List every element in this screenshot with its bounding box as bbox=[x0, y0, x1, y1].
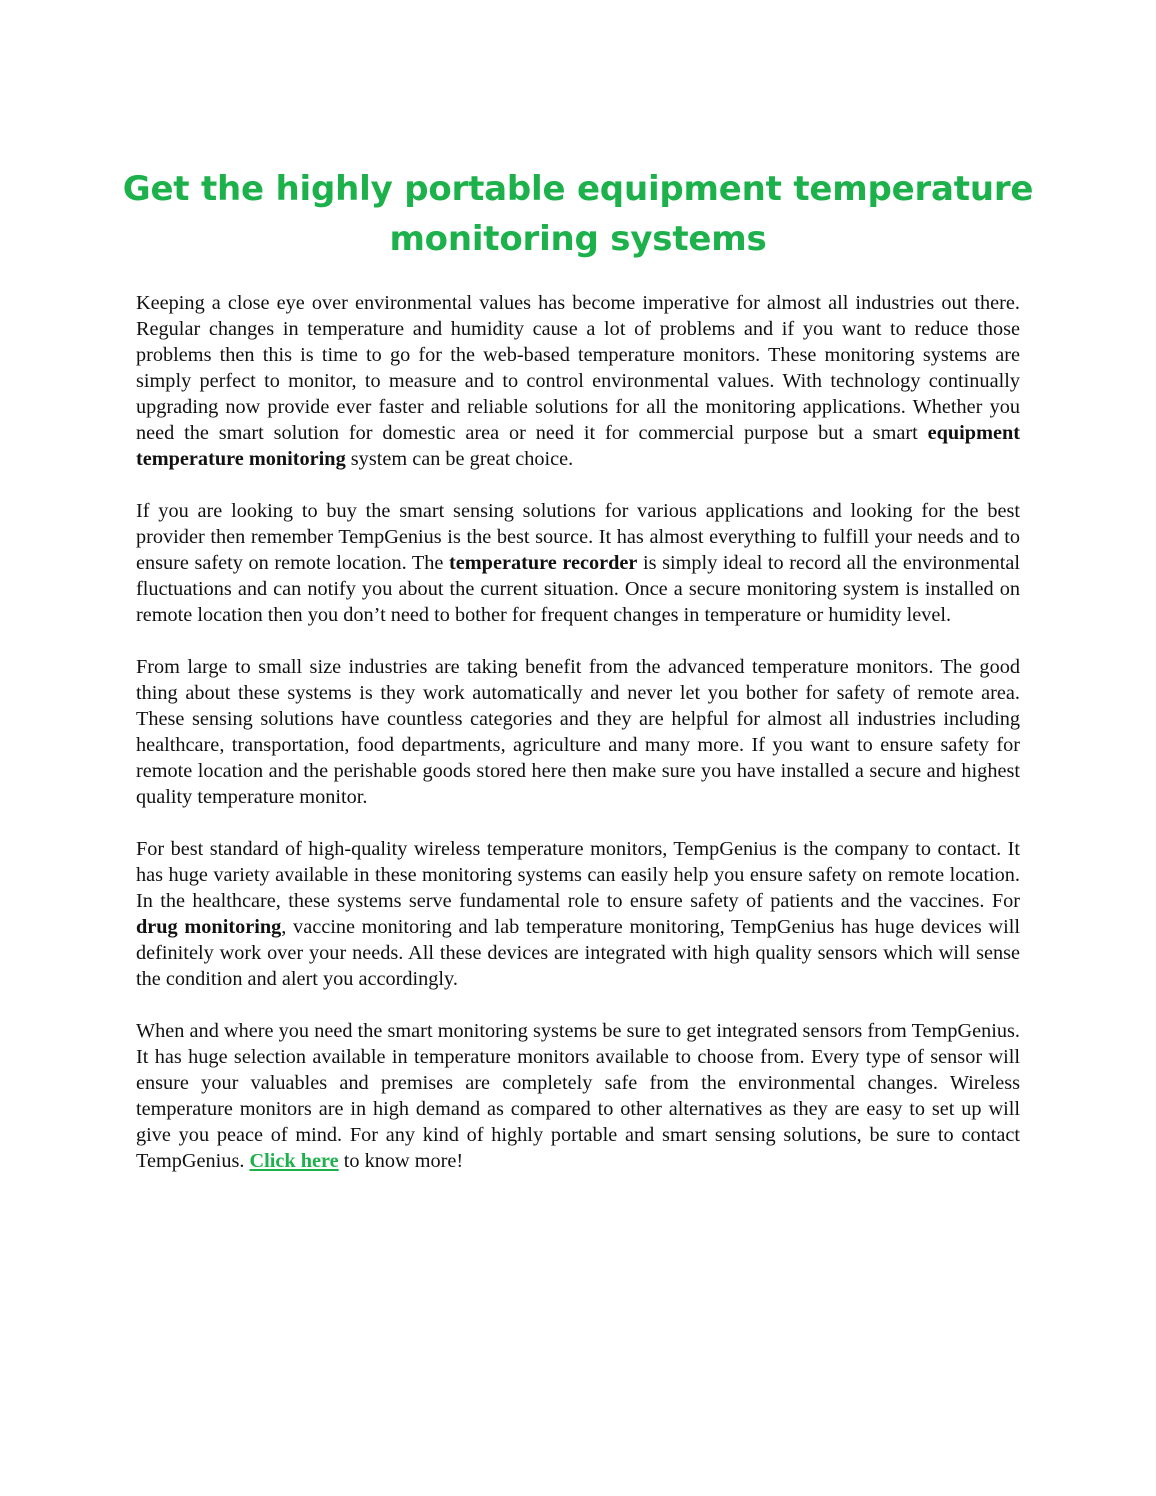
paragraph-5 bbox=[136, 1018, 1020, 1174]
paragraph-text: When and where you need the smart monitoring systems be sure to get integrated sensors from TempGenius. It has huge selection available in temperature monitors available to choose from. Every type of sensor will ensure your valuables and premises are completely safe from the environmental changes. Wireless temperature monitors are in high demand as compared to other alternatives as they are easy to set up will give you peace of mind. For any kind of highly portable and smart sensing solutions, be sure to contact TempGenius. bbox=[136, 1020, 1020, 1172]
document-body bbox=[136, 290, 1020, 1200]
paragraph-text: system can be great choice. bbox=[345, 448, 574, 470]
paragraph-4 bbox=[136, 836, 1020, 992]
paragraph-text: If you are looking to buy the smart sensing solutions for various applications and looking for the best provider then remember TempGenius is the best source. It has almost everything to fulfill your needs and to ensure safety on remote location. The bbox=[136, 500, 1020, 574]
bold-keyword: temperature recorder bbox=[449, 552, 638, 574]
paragraph-3 bbox=[136, 654, 1020, 810]
paragraph-2 bbox=[136, 498, 1020, 628]
bold-keyword: equipment temperature monitoring bbox=[136, 422, 1020, 470]
bold-keyword: drug monitoring bbox=[136, 916, 282, 938]
paragraph-text: For best standard of high-quality wireless temperature monitors, TempGenius is the company to contact. It has huge variety available in these monitoring systems can easily help you ensure safety on remote location. In the healthcare, these systems serve fundamental role to ensure safety of patients and the vaccines. For bbox=[136, 838, 1020, 912]
paragraph-text: to know more! bbox=[338, 1150, 464, 1172]
paragraph-text: is simply ideal to record all the environmental fluctuations and can notify you about the current situation. Once a secure monitoring system is installed on remote location then you don’t need to bother for frequent changes in temperature or humidity level. bbox=[136, 552, 1021, 626]
page-title: Get the highly portable equipment temperature monitoring systems bbox=[122, 169, 1034, 259]
click-here-link[interactable]: Click here bbox=[249, 1150, 339, 1172]
paragraph-text: Keeping a close eye over environmental values has become imperative for almost all industries out there. Regular changes in temperature and humidity cause a lot of problems and if you want to reduce those problems then this is time to go for the web-based temperature monitors. These monitoring systems are simply perfect to monitor, to measure and to control environmental values. With technology continually upgrading now provide ever faster and reliable solutions for all the monitoring applications. Whether you need the smart solution for domestic area or need it for commercial purpose but a smart bbox=[136, 292, 1020, 444]
paragraph-text: , vaccine monitoring and lab temperature monitoring, TempGenius has huge devices will definitely work over your needs. All these devices are integrated with high quality sensors which will sense the condition and alert you accordingly. bbox=[136, 916, 1020, 990]
paragraph-1 bbox=[136, 290, 1020, 472]
paragraph-text: From large to small size industries are taking benefit from the advanced temperature monitors. The good thing about these systems is they work automatically and never let you bother for safety of remote area. These sensing solutions have countless categories and they are helpful for almost all industries including healthcare, transportation, food departments, agriculture and many more. If you want to ensure safety for remote location and the perishable goods stored here then make sure you have installed a secure and highest quality temperature monitor. bbox=[136, 656, 1020, 808]
